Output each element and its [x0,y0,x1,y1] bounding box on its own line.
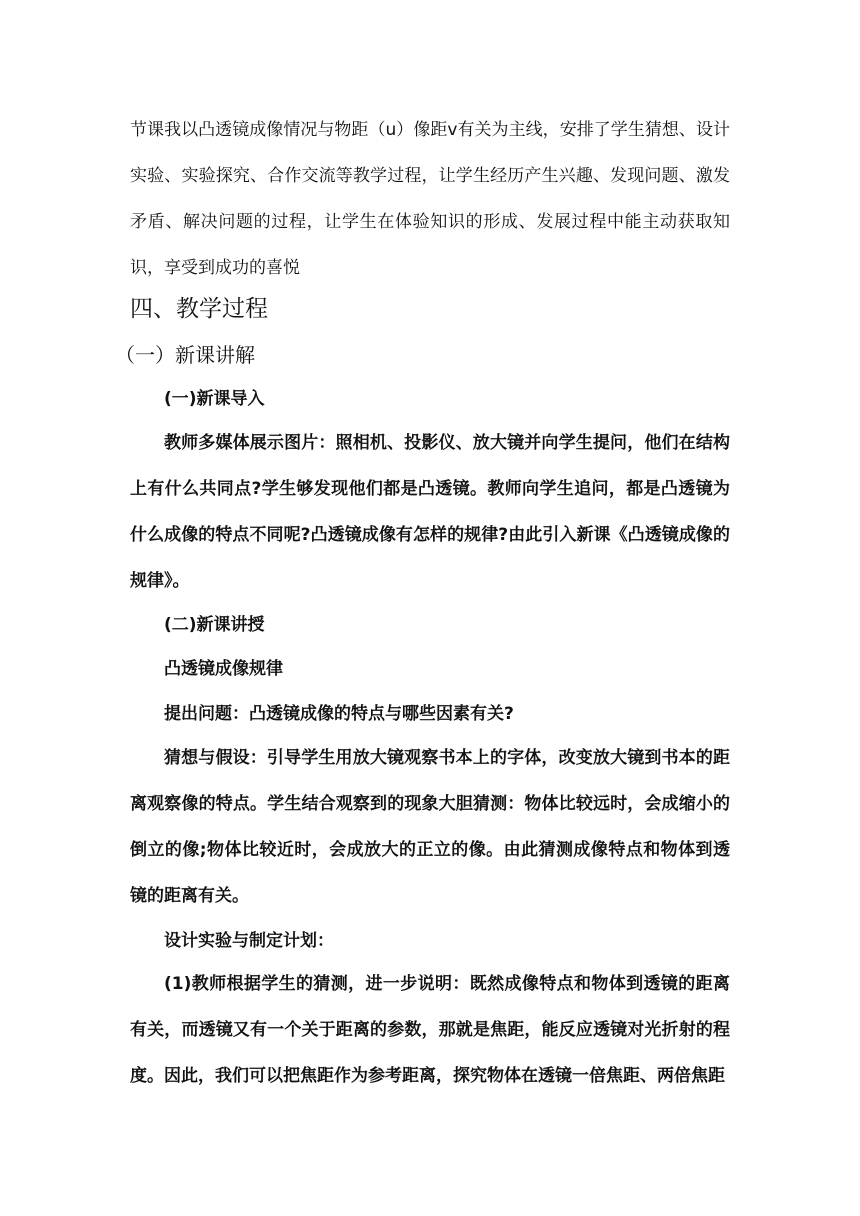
intro-paragraph: 节课我以凸透镜成像情况与物距（u）像距v有关为主线，安排了学生猜想、设计实验、实验探究、合作交流等教学过程，让学生经历产生兴趣、发现问题、激发矛盾、解决问题的过程，让学生在体验知识的形成、发展过程中能主动获取知识，享受到成功的喜悦 [130,120,730,278]
subsection-heading: （一）新课讲解 [115,343,255,367]
part1-title: (一)新课导入 [164,389,265,409]
design-1-paragraph: (1)教师根据学生的猜测，进一步说明：既然成像特点和物体到透镜的距离有关，而透镜又有一个关于距离的参数，那就是焦距，能反应透镜对光折射的程度。因此，我们可以把焦距作为参考距离，探究物体在透镜一倍焦距、两倍焦距 [130,974,730,1086]
topic-title: 凸透镜成像规律 [164,659,283,679]
section-heading: 四、教学过程 [130,296,268,322]
hypothesis-paragraph: 猜想与假设：引导学生用放大镜观察书本上的字体，改变放大镜到书本的距离观察像的特点。学生结合观察到的现象大胆猜测：物体比较远时，会成缩小的倒立的像;物体比较近时，会成放大的正立的像。由此猜测成像特点和物体到透镜的距离有关。 [130,748,730,906]
question-line: 提出问题：凸透镜成像的特点与哪些因素有关? [164,704,514,724]
design-title: 设计实验与制定计划： [164,931,334,951]
part1-body-paragraph: 教师多媒体展示图片：照相机、投影仪、放大镜并向学生提问，他们在结构上有什么共同点?学生够发现他们都是凸透镜。教师向学生追问，都是凸透镜为什么成像的特点不同呢?凸透镜成像有怎样的规律?由此引入新课《凸透镜成像的规律》。 [130,433,730,591]
part2-title: (二)新课讲授 [164,615,265,635]
